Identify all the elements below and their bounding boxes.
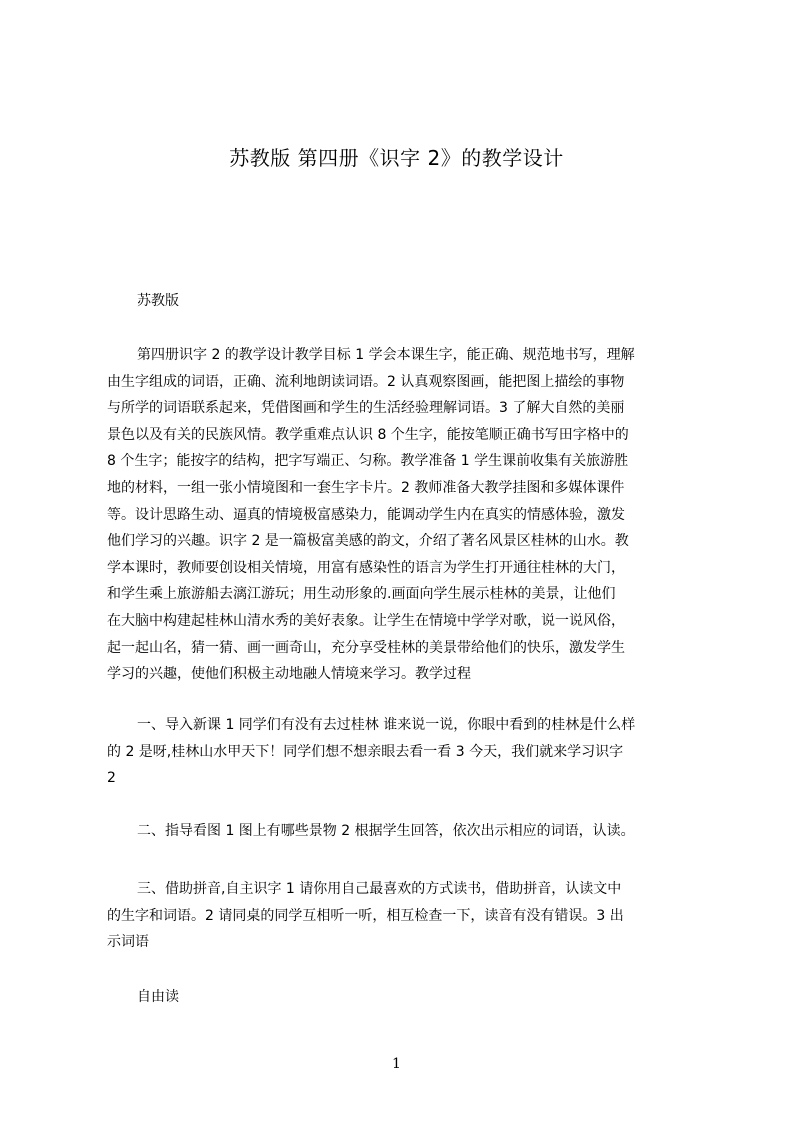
publisher-label: 苏教版 bbox=[137, 293, 179, 309]
paragraph-line: 景色以及有关的民族风情。教学重难点认识 8 个生字，能按笔顺正确书写田字格中的 bbox=[107, 426, 629, 443]
section-self-study bbox=[107, 876, 699, 956]
paragraph-line: 和学生乘上旅游船去漓江游玩；用生动形象的.画面向学生展示桂林的美景，让他们 bbox=[107, 586, 616, 603]
document-title: 苏教版 第四册《识字 2》的教学设计 bbox=[229, 146, 564, 170]
paragraph-line: 的生字和词语。2 请同桌的同学互相听一听，相互检查一下，读音有没有错误。3 出 bbox=[107, 907, 624, 924]
section-picture-guide bbox=[107, 818, 719, 845]
paragraph-line: 他们学习的兴趣。识字 2 是一篇极富美感的韵文，介绍了著名风景区桂林的山水。教 bbox=[107, 533, 629, 550]
paragraph-line: 的 2 是呀,桂林山水甲天下！同学们想不想亲眼去看一看 3 今天，我们就来学习识字 bbox=[107, 743, 624, 760]
page-number: 1 bbox=[392, 1056, 401, 1072]
paragraph-line: 一、导入新课 1 同学们有没有去过桂林 谁来说一说，你眼中看到的桂林是什么样 bbox=[137, 717, 636, 733]
paragraph-line: 第四册识字 2 的教学设计教学目标 1 学会本课生字，能正确、规范地书写，理解 bbox=[137, 347, 635, 363]
main-paragraph bbox=[107, 342, 699, 688]
paragraph-line: 与所学的词语联系起来，凭借图画和学生的生活经验理解词语。3 了解大自然的美丽 bbox=[107, 400, 625, 417]
paragraph-line: 8 个生字；能按字的结构，把字写端正、匀称。教学准备 1 学生课前收集有关旅游胜 bbox=[107, 453, 629, 470]
paragraph-line: 地的材料，一组一张小情境图和一套生字卡片。2 教师准备大教学挂图和多媒体课件 bbox=[107, 479, 625, 496]
section-intro bbox=[107, 712, 719, 792]
paragraph-line: 学本课时，教师要创设相关情境，用富有感染性的语言为学生打开通往桂林的大门， bbox=[107, 559, 625, 576]
paragraph-line: 等。设计思路生动、逼真的情境极富感染力，能调动学生内在真实的情感体验，激发 bbox=[107, 506, 625, 523]
paragraph-line: 由生字组成的词语，正确、流利地朗读词语。2 认真观察图画，能把图上描绘的事物 bbox=[107, 373, 625, 390]
paragraph-line: 示词语 bbox=[107, 934, 149, 951]
paragraph-line: 三、借助拼音,自主识字 1 请你用自己最喜欢的方式读书，借助拼音，认读文中 bbox=[137, 881, 622, 897]
paragraph-line: 学习的兴趣，使他们积极主动地融人情境来学习。教学过程 bbox=[107, 666, 471, 683]
paragraph-line: 起一起山名，猜一猜、画一画奇山，充分享受桂林的美景带给他们的快乐，激发学生 bbox=[107, 639, 625, 656]
paragraph-line: 二、指导看图 1 图上有哪些景物 2 根据学生回答，依次出示相应的词语，认读。 bbox=[137, 823, 635, 839]
paragraph-line: 2 bbox=[107, 770, 116, 787]
free-reading-label: 自由读 bbox=[137, 989, 179, 1005]
paragraph-line: 在大脑中构建起桂林山清水秀的美好表象。让学生在情境中学学对歌，说一说风俗， bbox=[107, 612, 625, 629]
